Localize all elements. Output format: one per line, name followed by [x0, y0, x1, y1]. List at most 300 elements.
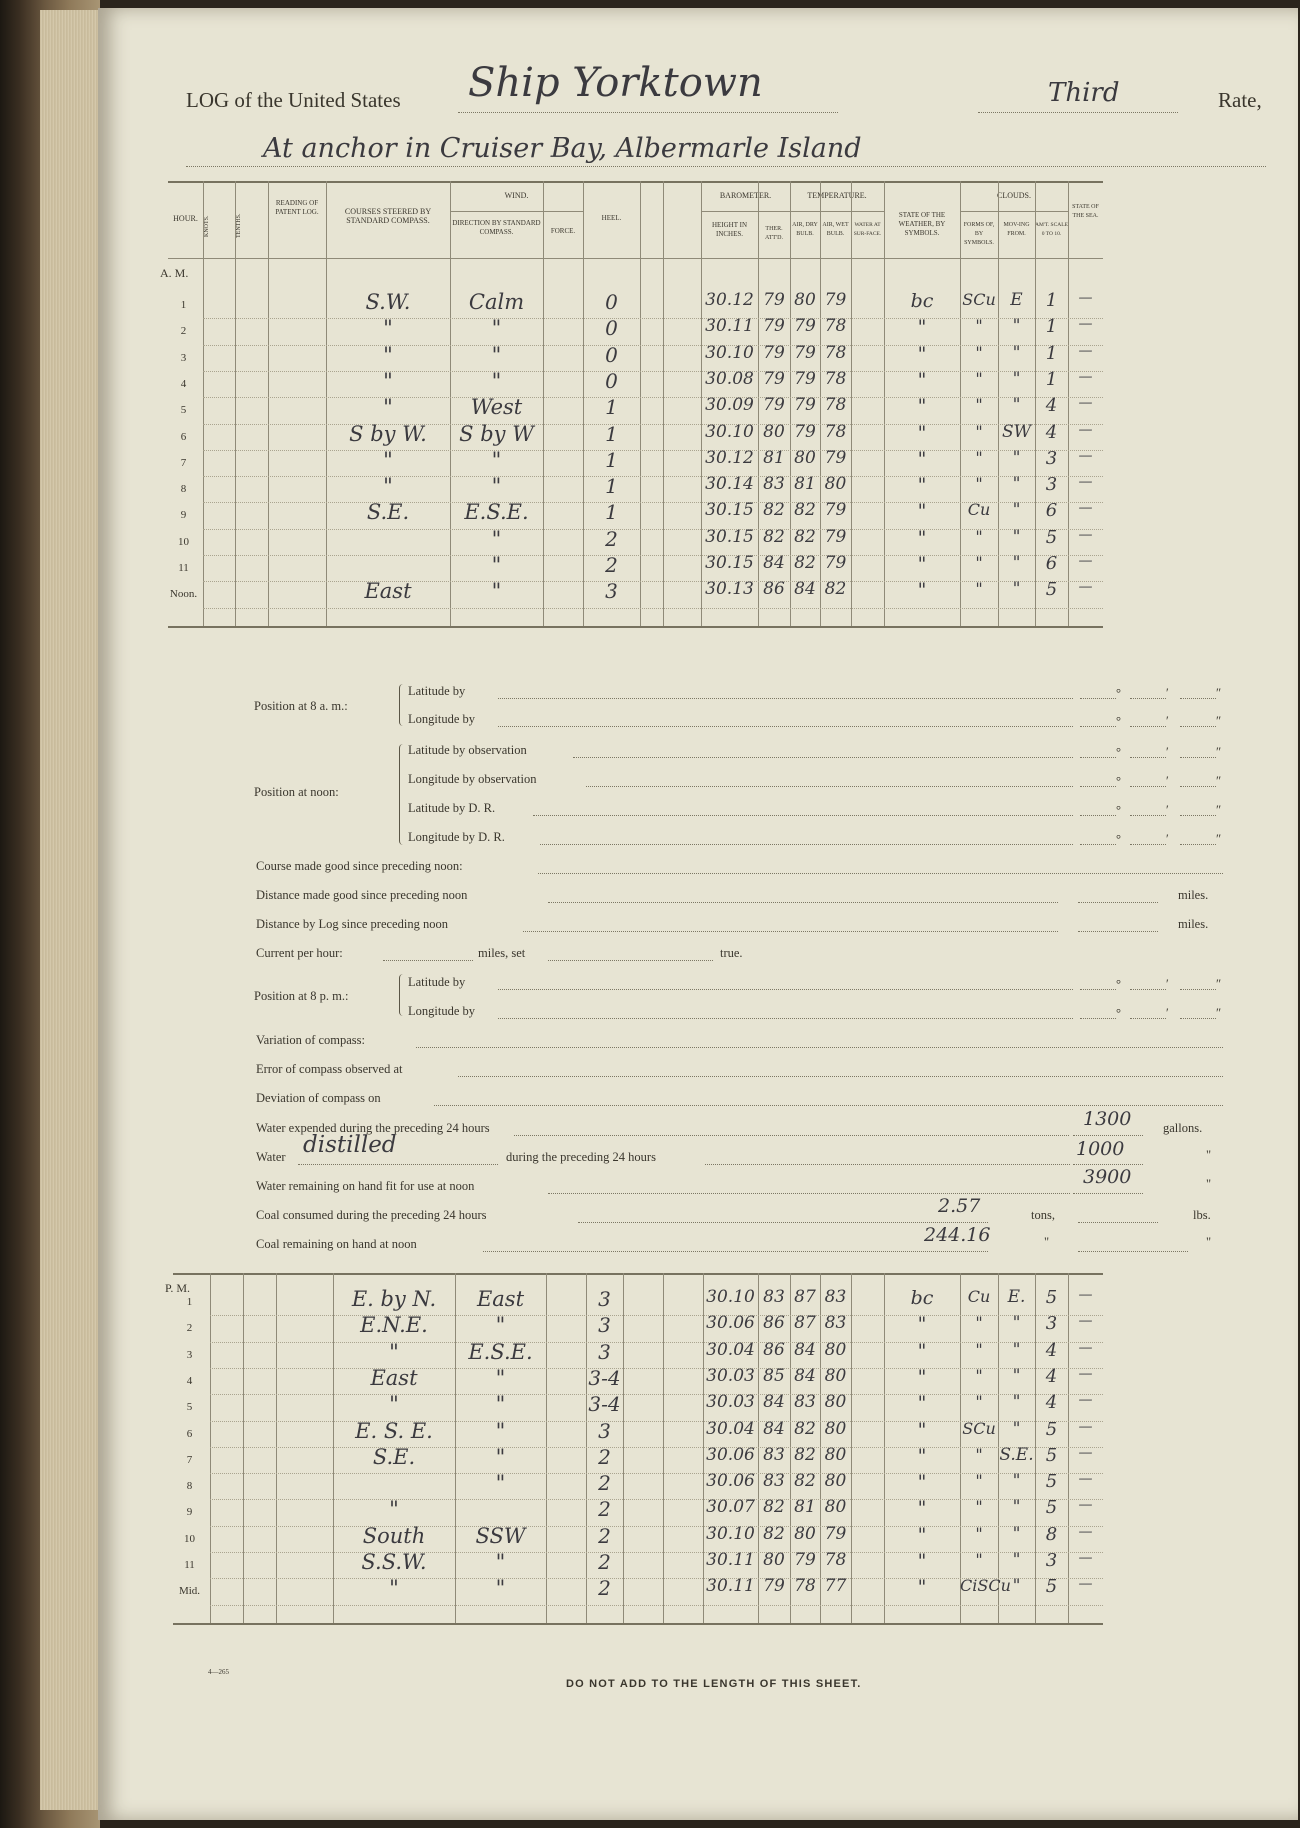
barometer-height: 30.06	[706, 1313, 755, 1334]
hour-header: HOUR.	[173, 214, 198, 223]
wet-bulb: 78	[824, 368, 847, 389]
column-divider	[663, 181, 664, 626]
sea-state: —	[1078, 368, 1093, 385]
weather-symbol: "	[917, 368, 927, 391]
sheet-notice: DO NOT ADD TO THE LENGTH OF THIS SHEET.	[566, 1678, 862, 1690]
moving-header: MOV-ING FROM.	[1003, 222, 1030, 237]
table-top-rule	[168, 181, 1103, 183]
dotted-line	[548, 1193, 1070, 1194]
course-steered: S.S.W.	[361, 1550, 427, 1574]
dotted-line	[586, 786, 1073, 787]
weather-symbol: "	[917, 579, 927, 602]
ship-rate: Third	[1048, 78, 1120, 108]
course-steered: "	[383, 447, 393, 472]
wind-direction: West	[470, 395, 523, 420]
wind-force: 1	[605, 395, 618, 420]
wind-direction: "	[495, 1313, 506, 1338]
thermometer-attached: 85	[763, 1365, 785, 1386]
water-prefix-label: Water	[256, 1150, 286, 1164]
seconds-blank	[1180, 1018, 1216, 1019]
cloud-forms: Cu	[967, 1287, 991, 1306]
cloud-amount: 1	[1045, 316, 1058, 338]
minutes-blank	[1130, 1018, 1166, 1019]
weather-symbol: "	[917, 526, 927, 549]
cloud-amount: 4	[1045, 421, 1058, 443]
lbs-label: lbs.	[1193, 1208, 1211, 1222]
cloud-forms: "	[975, 1523, 983, 1543]
coal-consumed-label: Coal consumed during the preceding 24 hours	[256, 1208, 487, 1222]
dry-bulb: 84	[794, 1339, 816, 1360]
dry-bulb: 80	[794, 290, 816, 310]
hour-label: 4	[180, 377, 187, 390]
barometer-height: 30.04	[706, 1339, 755, 1360]
miles-label-1: miles.	[1178, 888, 1209, 902]
dry-bulb: 87	[794, 1287, 816, 1307]
seconds-blank	[1180, 844, 1216, 845]
minute-mark: ′	[1166, 774, 1169, 788]
ther-header: THER. ATT'D.	[765, 226, 783, 241]
cloud-amount: 3	[1045, 1313, 1058, 1335]
weather-symbol: "	[917, 421, 927, 444]
wet-bulb: 79	[824, 290, 847, 310]
ditto-3: "	[1044, 1235, 1050, 1249]
cloud-forms: "	[975, 316, 983, 336]
seconds-blank	[1180, 726, 1216, 727]
cloud-forms: "	[975, 1471, 983, 1491]
barometer-height: 30.15	[705, 526, 754, 547]
weather-symbol: "	[917, 1550, 927, 1572]
thermometer-attached: 83	[763, 1471, 785, 1492]
dotted-line	[1073, 1164, 1143, 1165]
degree-mark: °	[1116, 686, 1121, 700]
dry-bulb: 79	[794, 316, 816, 337]
weather-symbol: "	[917, 316, 927, 339]
sea-state: —	[1078, 316, 1093, 333]
degrees-blank	[1080, 757, 1116, 758]
height-header: HEIGHT IN INCHES.	[711, 221, 748, 238]
ditto-4: "	[1206, 1235, 1212, 1249]
thermometer-attached: 79	[763, 395, 785, 416]
barometer-height: 30.03	[706, 1392, 755, 1413]
weather-symbol: "	[917, 1313, 927, 1336]
wind-force: 2	[598, 1471, 611, 1496]
wind-direction: "	[495, 1418, 506, 1443]
cloud-moving-from: E.	[1007, 1287, 1026, 1307]
cloud-amount: 1	[1045, 290, 1058, 311]
thermometer-attached: 79	[763, 368, 785, 389]
barometer-height: 30.10	[706, 1287, 755, 1307]
wind-force: 3	[605, 579, 618, 604]
water-distilled-value: 1000	[1076, 1138, 1125, 1160]
wind-force: 1	[605, 474, 618, 499]
dotted-line	[1073, 1135, 1143, 1136]
barometer-height: 30.03	[706, 1365, 755, 1386]
temperature-header: TEMPERATURE.	[807, 191, 867, 200]
cloud-amount: 4	[1045, 1339, 1058, 1361]
thermometer-attached: 82	[763, 500, 785, 521]
dotted-line	[1073, 1193, 1143, 1194]
sea-state: —	[1078, 1550, 1093, 1566]
dry-bulb: 79	[794, 368, 816, 389]
hour-label: 4	[186, 1374, 193, 1387]
dotted-line	[578, 1222, 988, 1223]
baro-temp-subrule	[701, 211, 884, 212]
minutes-blank	[1130, 844, 1166, 845]
cloud-moving-from: "	[1012, 316, 1021, 337]
current-label: Current per hour:	[256, 946, 343, 960]
hour-label: 1	[186, 1296, 193, 1308]
wind-direction: "	[491, 316, 502, 341]
cloud-moving-from: "	[1012, 526, 1021, 547]
longitude-8pm-label: Longitude by	[408, 1004, 476, 1018]
sea-state: —	[1078, 395, 1093, 412]
course-steered: S by W.	[349, 421, 427, 446]
course-steered: "	[383, 316, 393, 341]
hour-label: 3	[186, 1348, 193, 1361]
column-divider	[235, 181, 236, 626]
error-label: Error of compass observed at	[256, 1062, 403, 1076]
weather-symbol: bc	[910, 290, 934, 312]
patent-log-header: READING OF PATENT LOG.	[275, 199, 319, 216]
degrees-blank	[1080, 698, 1116, 699]
cloud-forms: SCu	[962, 1418, 996, 1438]
wet-bulb: 78	[824, 316, 847, 337]
cloud-forms: "	[975, 579, 983, 599]
cloud-forms: "	[975, 421, 983, 441]
weather-symbol: "	[917, 553, 927, 575]
cloud-forms: CiSCu	[960, 1576, 1011, 1596]
sea-header: STATE OF THE SEA.	[1072, 204, 1099, 219]
sea-state: —	[1078, 1576, 1093, 1593]
barometer-height: 30.11	[706, 1550, 755, 1570]
dry-bulb: 79	[794, 1550, 816, 1570]
gallons-label: gallons.	[1163, 1121, 1203, 1135]
sea-state: —	[1078, 1365, 1093, 1382]
wind-force: 2	[598, 1576, 611, 1601]
wind-direction: SSW	[475, 1523, 526, 1548]
wet-bulb: 79	[824, 553, 847, 573]
wind-force: 3	[598, 1313, 611, 1338]
dotted-line	[383, 960, 473, 961]
weather-symbol: "	[917, 1523, 927, 1546]
dry-bulb: 87	[794, 1313, 816, 1334]
wind-force: 0	[605, 290, 618, 314]
course-steered: East	[370, 1365, 418, 1390]
degrees-blank	[1080, 726, 1116, 727]
wet-bulb: 78	[824, 342, 847, 363]
barometer-height: 30.04	[706, 1418, 755, 1439]
dry-bulb: 84	[794, 1365, 816, 1386]
sea-state: —	[1078, 1339, 1093, 1356]
course-steered: "	[383, 474, 393, 499]
wind-direction: "	[491, 579, 502, 604]
seconds-blank	[1180, 786, 1216, 787]
hour-label: Noon.	[169, 588, 198, 601]
thermometer-attached: 82	[763, 1523, 785, 1544]
degree-mark: °	[1116, 714, 1121, 728]
wind-force: 2	[598, 1550, 611, 1574]
wind-force: 3	[598, 1339, 611, 1364]
cloud-amount: 4	[1045, 1365, 1058, 1387]
wind-direction: "	[495, 1576, 506, 1601]
wet-bulb: 79	[824, 1523, 847, 1544]
second-mark: ″	[1216, 832, 1222, 846]
course-steered: "	[383, 395, 393, 420]
barometer-height: 30.15	[705, 500, 754, 521]
ditto-1: "	[1206, 1148, 1212, 1162]
wind-direction: "	[491, 368, 502, 393]
cloud-moving-from: "	[1012, 342, 1021, 363]
wind-direction: "	[491, 526, 502, 551]
hour-label: Mid.	[178, 1585, 201, 1598]
sea-state: —	[1078, 447, 1093, 464]
column-divider	[546, 1273, 547, 1623]
cloud-moving-from: "	[1012, 1523, 1021, 1544]
sea-state: —	[1078, 1313, 1093, 1330]
cloud-amount: 5	[1045, 1471, 1058, 1493]
cloud-amount: 5	[1045, 1497, 1058, 1519]
wind-force: 0	[605, 316, 618, 341]
weather-symbol: "	[917, 1418, 927, 1441]
seconds-blank	[1180, 698, 1216, 699]
barometer-height: 30.09	[705, 395, 754, 416]
minutes-blank	[1130, 786, 1166, 787]
hour-label: 10	[178, 535, 189, 548]
water-remaining-value: 3900	[1083, 1166, 1132, 1188]
course-steered: E.N.E.	[360, 1313, 428, 1338]
wind-subrule	[450, 211, 583, 212]
degree-mark: °	[1116, 977, 1121, 991]
hour-label: 6	[180, 430, 187, 443]
wet-bulb: 80	[824, 1497, 847, 1518]
cloud-moving-from: "	[1012, 474, 1021, 495]
sea-state: —	[1078, 1392, 1093, 1409]
thermometer-attached: 84	[763, 553, 785, 573]
degree-mark: °	[1116, 745, 1121, 759]
dry-bulb: 83	[794, 1392, 816, 1413]
dotted-line	[548, 960, 713, 961]
cloud-amount: 5	[1045, 526, 1058, 548]
course-made-label: Course made good since preceding noon:	[256, 859, 463, 873]
dotted-line	[533, 815, 1073, 816]
dotted-line	[538, 873, 1223, 874]
course-steered: E. by N.	[351, 1287, 437, 1311]
sea-state: —	[1078, 1523, 1093, 1540]
clouds-subrule	[960, 211, 1068, 212]
ditto-2: "	[1206, 1177, 1212, 1191]
table-top-rule	[173, 1273, 1103, 1275]
wind-direction: "	[495, 1550, 506, 1574]
dry-bulb: 82	[794, 553, 816, 573]
weather-symbol: "	[917, 342, 927, 365]
wind-direction: "	[491, 553, 502, 577]
sea-state: —	[1078, 474, 1093, 491]
hour-label: 9	[186, 1506, 193, 1519]
dotted-line	[298, 1164, 498, 1165]
wind-force: 3-4	[588, 1392, 621, 1417]
column-divider	[210, 1273, 211, 1623]
wet-bulb: 80	[824, 1444, 847, 1465]
course-steered: S.W.	[365, 290, 411, 314]
water-expended-value: 1300	[1083, 1108, 1132, 1130]
cloud-forms: "	[975, 1365, 983, 1385]
dotted-line	[548, 902, 1058, 903]
wind-force: 1	[605, 500, 618, 525]
period-label: P. M.	[165, 1281, 191, 1295]
column-divider	[243, 1273, 244, 1623]
course-steered: "	[383, 368, 393, 393]
cloud-forms: "	[975, 1444, 983, 1464]
sea-state: —	[1078, 290, 1093, 306]
cloud-forms: "	[975, 553, 983, 572]
cloud-forms: "	[975, 1392, 983, 1412]
longitude-obs-label: Longitude by observation	[408, 772, 537, 786]
weather-symbol: "	[917, 1471, 927, 1494]
tons-label: tons,	[1031, 1208, 1055, 1222]
cloud-moving-from: "	[1012, 395, 1021, 416]
wind-force: 0	[605, 342, 618, 367]
degrees-blank	[1080, 815, 1116, 816]
cloud-amount: 4	[1045, 395, 1058, 417]
table-bottom-rule	[168, 626, 1103, 628]
wet-bulb: 80	[824, 1418, 847, 1439]
thermometer-attached: 79	[763, 342, 785, 363]
rate-label: Rate,	[1218, 88, 1262, 112]
wet-bulb: 83	[824, 1287, 847, 1307]
cloud-amount: 1	[1045, 368, 1058, 390]
minute-mark: ′	[1166, 1006, 1169, 1020]
location-line: At anchor in Cruiser Bay, Albermarle Island	[263, 133, 862, 164]
cloud-forms: "	[975, 368, 983, 388]
barometer-height: 30.14	[705, 474, 754, 495]
cloud-moving-from: S.E.	[999, 1444, 1034, 1465]
barometer-height: 30.12	[705, 447, 754, 468]
weather-symbol: "	[917, 1497, 927, 1520]
water-distilled-label: during the preceding 24 hours	[506, 1150, 656, 1164]
weather-symbol: bc	[910, 1287, 934, 1309]
cloud-amount: 3	[1045, 1550, 1058, 1571]
sea-state: —	[1078, 553, 1093, 569]
thermometer-attached: 79	[763, 1576, 785, 1597]
sea-state: —	[1078, 342, 1093, 359]
position-8pm-brace	[399, 974, 405, 1016]
tenths-header: TENTHS.	[236, 213, 242, 239]
weather-symbol: "	[917, 1392, 927, 1415]
cloud-moving-from: "	[1012, 579, 1021, 600]
hour-label: 2	[180, 325, 187, 338]
course-steered: "	[383, 342, 393, 367]
dry-bulb: 79	[794, 342, 816, 363]
cloud-amount: 3	[1045, 447, 1058, 469]
weather-symbol: "	[917, 1576, 927, 1599]
wind-force: 2	[598, 1497, 611, 1522]
barometer-height: 30.06	[706, 1471, 755, 1492]
wet-bulb: 78	[824, 1550, 847, 1570]
cloud-forms: "	[975, 1550, 983, 1569]
seconds-blank	[1180, 757, 1216, 758]
longitude-8am-label: Longitude by	[408, 712, 476, 726]
dry-bulb-header: AIR, DRY BULB.	[792, 222, 818, 237]
wind-force: 3	[598, 1418, 611, 1443]
hour-label: 8	[186, 1480, 193, 1493]
cloud-moving-from: SW	[1001, 421, 1032, 442]
degrees-blank	[1080, 844, 1116, 845]
position-8am-brace	[399, 684, 405, 726]
dotted-line	[483, 1251, 988, 1252]
dotted-line	[1078, 1251, 1188, 1252]
hour-label: 6	[186, 1427, 193, 1440]
row-rule	[210, 1605, 1103, 1606]
cloud-forms: "	[975, 342, 983, 362]
column-divider	[543, 181, 544, 626]
weather-symbol: "	[917, 500, 927, 523]
knots-header: KNOTS.	[204, 215, 210, 237]
wind-direction: Calm	[468, 290, 525, 314]
dry-bulb: 84	[794, 579, 816, 600]
form-number: 4—265	[208, 1668, 229, 1676]
cloud-moving-from: E	[1010, 290, 1023, 310]
second-mark: ″	[1216, 714, 1222, 728]
column-divider	[640, 181, 641, 626]
dry-bulb: 81	[794, 1497, 816, 1518]
barometer-height: 30.10	[705, 342, 754, 363]
coal-remaining-label: Coal remaining on hand at noon	[256, 1237, 417, 1251]
hour-label: 7	[186, 1453, 193, 1466]
courses-header: COURSES STEERED BY STANDARD COMPASS.	[344, 207, 432, 225]
hour-label: 3	[180, 351, 187, 364]
wind-direction: "	[495, 1444, 506, 1469]
wind-direction: S by W	[459, 421, 534, 446]
cloud-moving-from: "	[1012, 553, 1021, 573]
cloud-forms: "	[975, 1313, 983, 1333]
page-edges	[40, 10, 100, 1810]
weather-symbol: "	[917, 395, 927, 418]
column-divider	[203, 181, 204, 626]
wet-bulb: 83	[824, 1313, 847, 1334]
minutes-blank	[1130, 726, 1166, 727]
minute-mark: ′	[1166, 686, 1169, 700]
dotted-line	[1078, 1222, 1158, 1223]
variation-label: Variation of compass:	[256, 1033, 366, 1047]
sea-state: —	[1078, 579, 1093, 596]
wet-bulb: 80	[824, 1471, 847, 1492]
cloud-amount: 4	[1045, 1392, 1058, 1414]
dotted-line	[498, 989, 1073, 990]
dry-bulb: 82	[794, 1471, 816, 1492]
dotted-line	[458, 1076, 1223, 1077]
distance-made-label: Distance made good since preceding noon	[256, 888, 468, 902]
barometer-height: 30.06	[706, 1444, 755, 1465]
water-distilled-word: distilled	[303, 1132, 397, 1158]
hour-label: 10	[184, 1532, 195, 1545]
wind-direction: "	[495, 1365, 506, 1390]
wind-direction: E.S.E.	[464, 500, 529, 525]
barometer-height: 30.15	[705, 553, 754, 573]
cloud-amount: 6	[1045, 500, 1058, 522]
cloud-amount: 5	[1045, 579, 1058, 601]
course-steered: E. S. E.	[355, 1418, 433, 1443]
position-noon-label: Position at noon:	[254, 785, 339, 799]
wind-header: WIND.	[504, 191, 529, 200]
degrees-blank	[1080, 786, 1116, 787]
dotted-line	[1078, 931, 1158, 932]
cloud-forms: Cu	[967, 500, 991, 520]
cloud-amount: 6	[1045, 553, 1058, 574]
dotted-line	[523, 931, 1058, 932]
table-bottom-rule	[173, 1623, 1103, 1625]
weather-symbol: "	[917, 1444, 927, 1467]
wind-force-header: FORCE.	[550, 227, 576, 235]
